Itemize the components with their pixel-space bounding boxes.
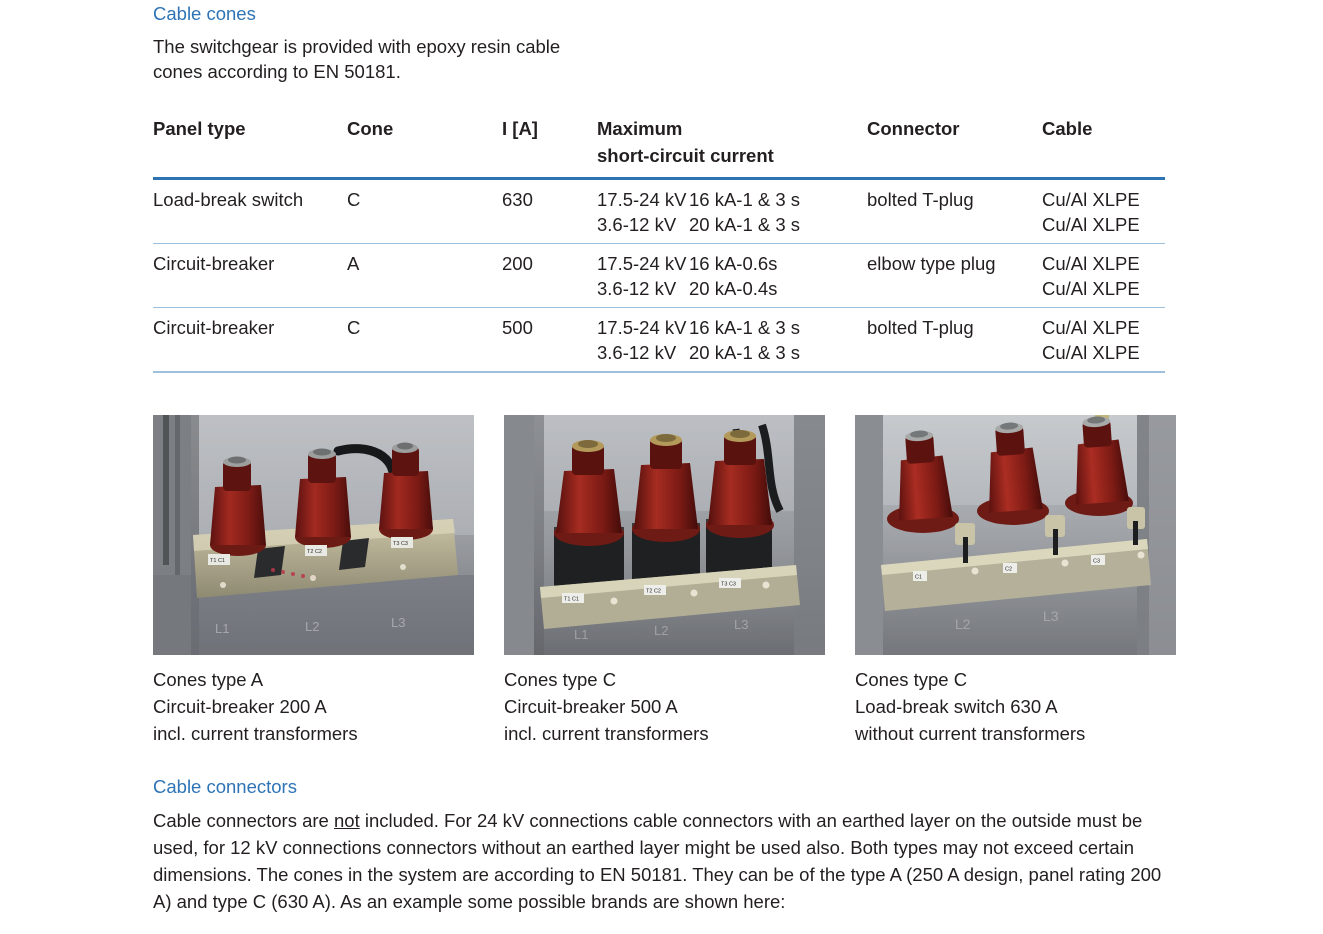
cell-connector: bolted T-plug: [867, 189, 974, 210]
col-header-spacer-5: [1042, 143, 1165, 179]
cell-cone-cont: [347, 340, 502, 372]
cell-panel-type-cont: [153, 340, 347, 372]
table-row: [153, 179, 1165, 213]
caption-line-2: Circuit-breaker 200 A: [153, 696, 327, 717]
cell-current-cont: [502, 212, 597, 244]
cell-cable: Cu/Al XLPE: [1042, 276, 1165, 308]
svg-text:L3: L3: [1043, 608, 1059, 624]
photo-illustration-b: [504, 415, 825, 655]
cell-short-circuit: [597, 212, 867, 244]
cell-current: 500: [502, 317, 533, 338]
cell-current: 630: [502, 189, 533, 210]
cell-connector-cont: [867, 340, 1042, 372]
caption-line-2: Circuit-breaker 500 A: [504, 696, 678, 717]
cell-cone: C: [347, 317, 361, 338]
table-row: [153, 340, 1165, 372]
svg-text:T1 C1: T1 C1: [210, 558, 225, 564]
cell-sc-voltage: 17.5-24 kV: [597, 253, 687, 274]
cell-short-circuit: [597, 308, 867, 341]
svg-text:T3 C3: T3 C3: [393, 541, 408, 547]
intro-paragraph: [153, 34, 623, 84]
col-header-panel-type: Panel type: [153, 118, 246, 139]
cell-cable: Cu/Al XLPE: [1042, 189, 1140, 210]
cell-short-circuit: [597, 340, 867, 372]
photo-cone-type-a-200a: [153, 415, 474, 655]
cell-connector: bolted T-plug: [867, 317, 974, 338]
figure-row: [153, 415, 1183, 747]
cell-panel-type-cont: [153, 212, 347, 244]
cable-connectors-paragraph: [153, 807, 1173, 915]
figure-cone-type-c-500: [504, 415, 825, 747]
col-header-max-sc-line1: Maximum: [597, 118, 683, 139]
cell-sc-voltage: 3.6-12 kV: [597, 214, 677, 235]
cell-short-circuit: [597, 276, 867, 308]
cell-current-cont: [502, 340, 597, 372]
cell-sc-voltage: 3.6-12 kV: [597, 342, 677, 363]
svg-text:L3: L3: [734, 617, 749, 632]
svg-text:L1: L1: [215, 621, 230, 636]
cable-cones-table: [153, 116, 1165, 373]
cell-sc-value: 20 kA-0.4s: [689, 278, 778, 299]
photo-cone-type-c-500a: [504, 415, 825, 655]
caption-line-3: incl. current transformers: [504, 723, 709, 744]
cell-connector: elbow type plug: [867, 253, 996, 274]
cell-sc-voltage: 17.5-24 kV: [597, 189, 687, 210]
svg-text:T2 C2: T2 C2: [646, 588, 661, 595]
col-header-spacer-4: [867, 143, 1042, 179]
col-header-spacer-3: [502, 143, 597, 179]
svg-text:C2: C2: [1005, 566, 1013, 573]
cell-panel-type: Circuit-breaker: [153, 253, 275, 274]
svg-text:T3 C3: T3 C3: [721, 581, 736, 588]
figure-cone-type-a: [153, 415, 474, 747]
svg-text:T1 C1: T1 C1: [564, 596, 579, 603]
cell-cable: Cu/Al XLPE: [1042, 317, 1140, 338]
cell-short-circuit: [597, 244, 867, 277]
cell-cable: Cu/Al XLPE: [1042, 212, 1165, 244]
section-heading-cable-cones: Cable cones: [153, 3, 256, 24]
cell-sc-value: 20 kA-1 & 3 s: [689, 342, 801, 363]
cell-sc-value: 16 kA-1 & 3 s: [689, 189, 801, 210]
cell-current-cont: [502, 276, 597, 308]
col-header-spacer-1: [153, 143, 347, 179]
figure-cone-type-c-630: [855, 415, 1176, 747]
col-header-max-sc-line2: short-circuit current: [597, 145, 774, 166]
svg-text:T2 C2: T2 C2: [307, 549, 322, 555]
cell-cone-cont: [347, 212, 502, 244]
svg-text:L2: L2: [654, 623, 669, 638]
caption-line-1: Cones type C: [855, 669, 968, 690]
svg-text:L3: L3: [391, 615, 406, 630]
intro-line-2: cones according to EN 50181.: [153, 61, 401, 82]
paragraph-emphasis-not: not: [334, 810, 360, 831]
table-row: [153, 308, 1165, 341]
figure-caption: [504, 666, 825, 747]
cell-cable: Cu/Al XLPE: [1042, 253, 1140, 274]
col-header-cone: Cone: [347, 118, 394, 139]
photo-illustration-a: [153, 415, 474, 655]
photo-cone-type-c-630a: [855, 415, 1176, 655]
col-header-cable: Cable: [1042, 118, 1093, 139]
svg-text:L2: L2: [955, 616, 971, 632]
col-header-current: I [A]: [502, 118, 538, 139]
svg-text:L2: L2: [305, 619, 320, 634]
table-row: [153, 212, 1165, 244]
paragraph-part-a: Cable connectors are: [153, 810, 334, 831]
figure-caption: [153, 666, 474, 747]
col-header-spacer-2: [347, 143, 502, 179]
cell-panel-type-cont: [153, 276, 347, 308]
table-header: [153, 116, 1165, 179]
photo-illustration-c: [855, 415, 1176, 655]
table-row: [153, 244, 1165, 277]
cell-sc-voltage: 3.6-12 kV: [597, 278, 677, 299]
cell-sc-value: 20 kA-1 & 3 s: [689, 214, 801, 235]
intro-line-1: The switchgear is provided with epoxy resin cable: [153, 36, 561, 57]
caption-line-3: without current transformers: [855, 723, 1086, 744]
table-row: [153, 276, 1165, 308]
table-body: [153, 179, 1165, 373]
col-header-connector: Connector: [867, 118, 960, 139]
svg-text:C3: C3: [1093, 558, 1101, 565]
svg-text:L1: L1: [574, 627, 589, 642]
cell-panel-type: Load-break switch: [153, 189, 304, 210]
cell-current: 200: [502, 253, 533, 274]
caption-line-1: Cones type A: [153, 669, 264, 690]
caption-line-2: Load-break switch 630 A: [855, 696, 1058, 717]
cell-cable: Cu/Al XLPE: [1042, 340, 1165, 372]
svg-text:C1: C1: [915, 574, 923, 581]
figure-caption: [855, 666, 1176, 747]
cell-cone: A: [347, 253, 360, 274]
section-cable-connectors: [153, 773, 1183, 915]
cell-cone: C: [347, 189, 361, 210]
cell-sc-value: 16 kA-1 & 3 s: [689, 317, 801, 338]
caption-line-3: incl. current transformers: [153, 723, 358, 744]
cell-cone-cont: [347, 276, 502, 308]
cell-panel-type: Circuit-breaker: [153, 317, 275, 338]
cell-short-circuit: [597, 179, 867, 213]
cell-connector-cont: [867, 212, 1042, 244]
section-heading-cable-connectors: Cable connectors: [153, 776, 297, 797]
caption-line-1: Cones type C: [504, 669, 617, 690]
cell-connector-cont: [867, 276, 1042, 308]
cell-sc-voltage: 17.5-24 kV: [597, 317, 687, 338]
paragraph-part-b: included. For 24 kV connections cable connectors with an earthed layer on the outside must be used, for 12 kV connections connectors without an earthed layer might be used also. Both types may not exceed certain dimensions. The cones in the system are according to EN 50181. They can be of the type A (250 A design, panel rating 200 A) and type C (630 A). As an example some possible brands are shown here:: [153, 810, 1162, 912]
content-column: [153, 0, 1183, 934]
cell-sc-value: 16 kA-0.6s: [689, 253, 778, 274]
